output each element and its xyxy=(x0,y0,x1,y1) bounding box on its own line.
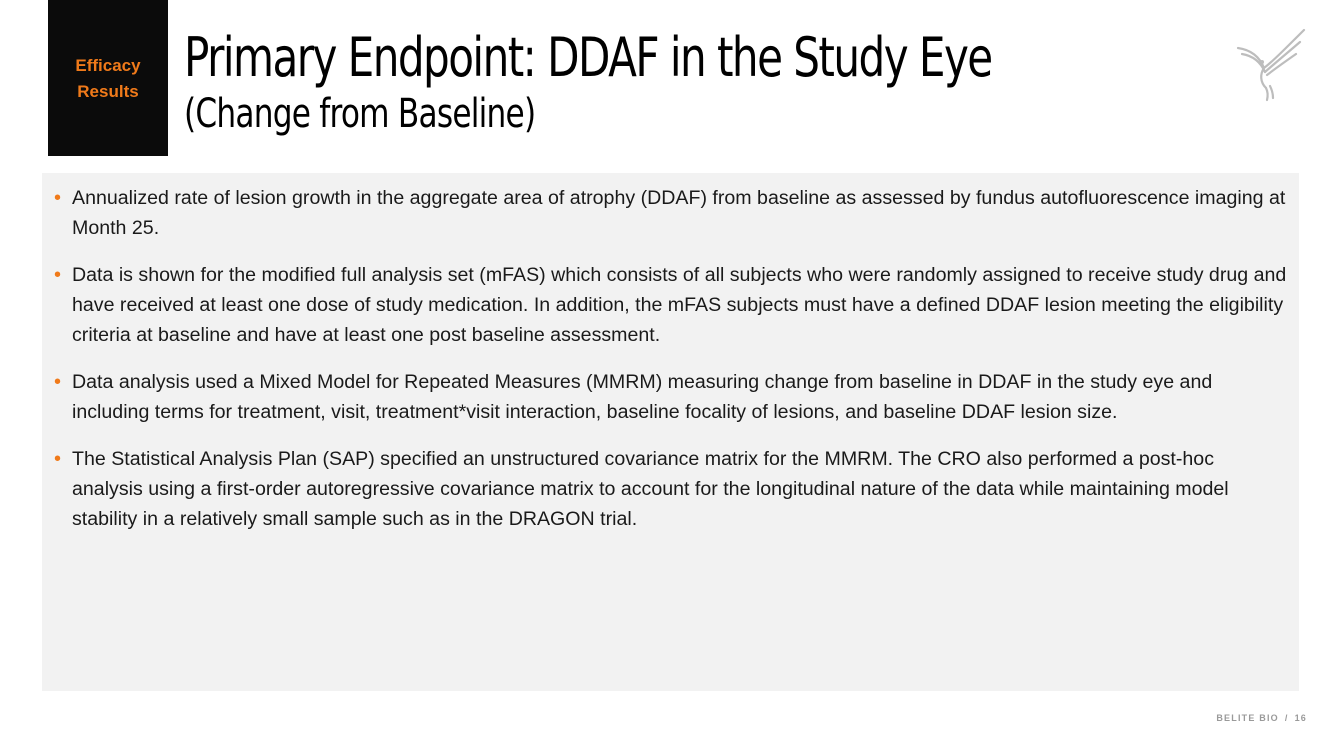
bullet-list xyxy=(72,183,1287,551)
footer-separator: / xyxy=(1284,713,1289,723)
slide-footer xyxy=(1216,713,1307,723)
bullet-item: • Annualized rate of lesion growth in the aggregate area of atrophy (DDAF) from baseline as assessed by fundus autofluorescence imaging at Month 25. xyxy=(72,183,1287,243)
footer-company: BELITE BIO xyxy=(1216,713,1279,723)
footer-page-number: 16 xyxy=(1294,713,1307,723)
page-title-main: Primary Endpoint: DDAF in the Study Eye xyxy=(184,26,992,89)
hummingbird-logo-icon xyxy=(1234,28,1308,102)
page-title-sub: (Change from Baseline) xyxy=(184,91,536,137)
content-panel xyxy=(42,173,1299,691)
bullet-item: • The Statistical Analysis Plan (SAP) specified an unstructured covariance matrix for the MMRM. The CRO also performed a post-hoc analysis using a first-order autoregressive covariance matrix to account for the longitudinal nature of the data while maintaining model stability in a relatively small sample such as in the DRAGON trial. xyxy=(72,444,1287,534)
page-title xyxy=(184,26,1219,138)
bullet-item: • Data analysis used a Mixed Model for Repeated Measures (MMRM) measuring change from baseline in DDAF in the study eye and including terms for treatment, visit, treatment*visit interaction, baseline focality of lesions, and baseline DDAF lesion size. xyxy=(72,367,1287,427)
section-tag-label xyxy=(48,53,168,105)
section-tag-line2: Results xyxy=(77,82,139,101)
bullet-item: • Data is shown for the modified full analysis set (mFAS) which consists of all subjects who were randomly assigned to receive study drug and have received at least one dose of study medication. In addition, the mFAS subjects must have a defined DDAF lesion meeting the eligibility criteria at baseline and have at least one post baseline assessment. xyxy=(72,260,1287,350)
section-tag xyxy=(48,0,168,156)
section-tag-line1: Efficacy xyxy=(75,56,141,75)
